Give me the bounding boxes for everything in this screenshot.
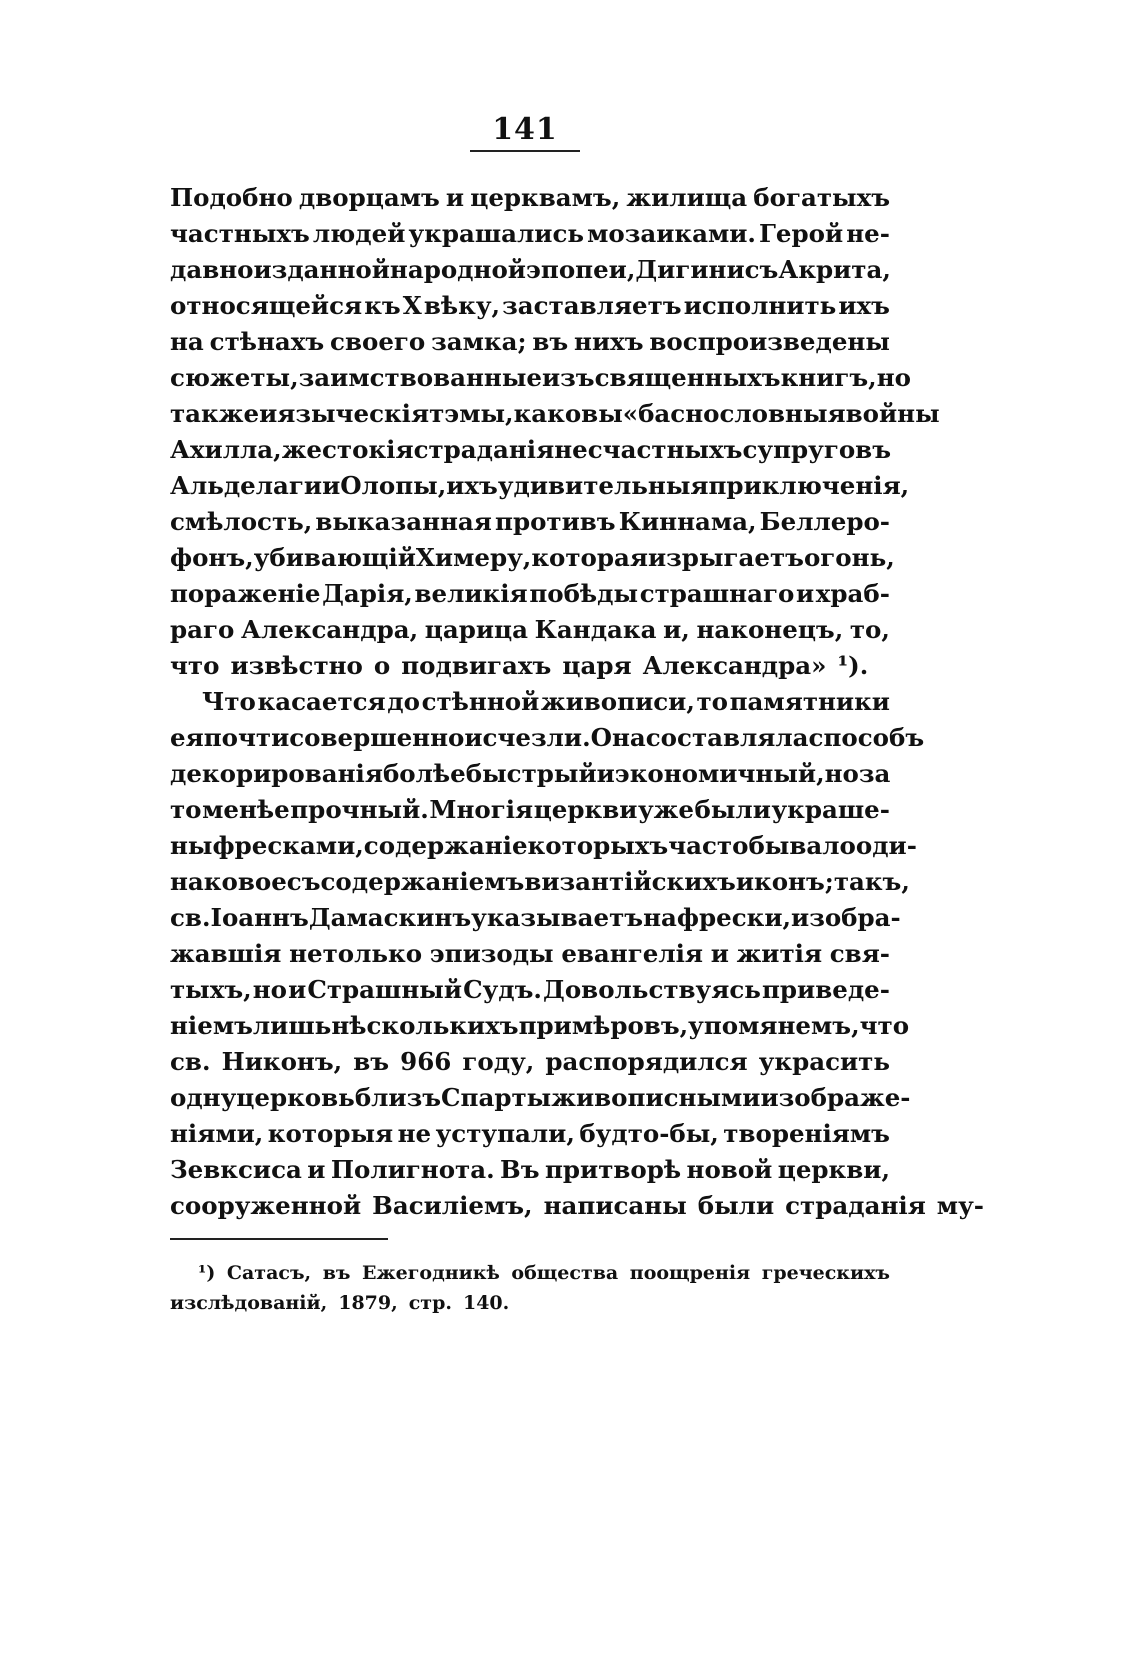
word: приведе- [761, 975, 890, 1004]
word: Василіемъ, [372, 1191, 533, 1220]
word: въ [353, 1047, 390, 1076]
text-line [170, 252, 890, 288]
word: богатыхъ [753, 183, 890, 212]
word: совершенно [289, 723, 465, 752]
word: то [170, 795, 202, 824]
word: страданія [785, 1191, 926, 1220]
word: заставляетъ [502, 291, 682, 320]
word: давно [170, 255, 254, 284]
word: Дарія, [322, 579, 413, 608]
word: Дигинисъ [635, 255, 779, 284]
text-line [170, 684, 890, 720]
word: наконецъ, [696, 615, 844, 644]
word: Полигнота. [330, 1155, 495, 1184]
word: ¹) [198, 1262, 216, 1284]
word: не [397, 1119, 432, 1148]
text-line [170, 1008, 910, 1044]
text-line [170, 1044, 890, 1080]
word: не- [846, 219, 890, 248]
text-line [170, 900, 901, 936]
word: живописными [551, 1083, 761, 1112]
word: близъ [354, 1083, 442, 1112]
word: фрески, [676, 903, 792, 932]
word: царица [424, 615, 528, 644]
word: что [859, 1011, 910, 1040]
word: и [710, 939, 729, 968]
word: 1879, [338, 1292, 398, 1314]
word: изъ [541, 363, 595, 392]
word: стѣнной [421, 687, 540, 716]
footnote [170, 1258, 890, 1318]
word: эпизоды [429, 939, 554, 968]
text-line [170, 612, 890, 648]
word: изслѣдованій, [170, 1292, 328, 1314]
word: составляла [645, 723, 809, 752]
word: указываетъ [471, 903, 644, 932]
word: изрыгаетъ [648, 543, 804, 572]
word: примѣровъ, [518, 1011, 689, 1040]
word: тыхъ, [170, 975, 252, 1004]
word: жилища [626, 183, 748, 212]
page-number: 141 [492, 112, 558, 147]
word: и [259, 399, 278, 428]
word: людей [312, 219, 406, 248]
text-line [170, 360, 911, 396]
word: были [697, 1191, 775, 1220]
word: Киннама, [618, 507, 757, 536]
word: церкви [533, 795, 638, 824]
word: которыя [267, 1119, 394, 1148]
word: воспроизведены [649, 327, 890, 356]
word: св. [170, 903, 211, 932]
word: Судъ. [463, 975, 542, 1004]
word: о [373, 651, 391, 680]
word: нѣсколькихъ [331, 1011, 519, 1040]
word: раго [170, 615, 235, 644]
word: стр. [408, 1292, 452, 1314]
word: притворѣ [544, 1155, 682, 1184]
word: убивающій [253, 543, 416, 572]
word: нихъ [574, 327, 644, 356]
word: Беллеро- [759, 507, 890, 536]
text-line [170, 648, 890, 684]
page-number-rule [470, 150, 580, 152]
word: Акрита, [778, 255, 891, 284]
word: Химеру, [415, 543, 532, 572]
word: Олопы, [340, 471, 447, 500]
word: Іоаннъ [210, 903, 309, 932]
word: украше- [771, 795, 890, 824]
word: супруговъ [742, 435, 891, 464]
word: касается [257, 687, 386, 716]
word: содержаніе [363, 831, 528, 860]
word: ніями, [170, 1119, 264, 1148]
text-line [170, 972, 890, 1008]
word: менѣе [202, 795, 290, 824]
text-line [170, 864, 910, 900]
word: тэмы, [429, 399, 514, 428]
word: относящейся [170, 291, 363, 320]
word: греческихъ [761, 1262, 890, 1284]
word: прочный. [290, 795, 429, 824]
word: Александра, [241, 615, 419, 644]
word: нетолько [289, 939, 423, 968]
word: X [402, 291, 422, 320]
word: фресками, [212, 831, 364, 860]
word: и [288, 975, 307, 1004]
word: упомянемъ, [688, 1011, 860, 1040]
word: и [307, 1155, 326, 1184]
word: Герой [759, 219, 844, 248]
word: и [445, 183, 465, 212]
word: противъ [495, 507, 616, 536]
word: страданія [413, 435, 555, 464]
word: изданной [253, 255, 390, 284]
word: то, [849, 615, 890, 644]
word: но [252, 975, 288, 1004]
text-line [170, 288, 890, 324]
text-line [170, 216, 890, 252]
footnote-rule [170, 1238, 388, 1240]
word: страшнаго [639, 579, 795, 608]
word: заимствованные [298, 363, 542, 392]
word: лишь [252, 1011, 332, 1040]
text-line [170, 1188, 984, 1224]
word: Что [202, 687, 256, 716]
word: ¹). [837, 651, 869, 680]
word: общества [511, 1262, 619, 1284]
text-line [170, 828, 917, 864]
word: уступали, [435, 1119, 575, 1148]
word: и [322, 471, 341, 500]
word: Кандака [534, 615, 657, 644]
word: сооруженной [170, 1191, 362, 1220]
word: будто-бы, [579, 1119, 719, 1148]
word: новой [686, 1155, 773, 1184]
text-line [170, 180, 890, 216]
word: которая [531, 543, 648, 572]
text-line [170, 540, 895, 576]
word: каковы [513, 399, 623, 428]
word: то [696, 687, 729, 716]
word: изображе- [760, 1083, 911, 1112]
word: оди- [855, 831, 917, 860]
word: житія [736, 939, 823, 968]
word: му- [936, 1191, 984, 1220]
word: декорированія [170, 759, 383, 788]
word: Въ [500, 1155, 540, 1184]
text-line [170, 720, 925, 756]
word: подвигахъ [401, 651, 552, 680]
text-line [170, 756, 890, 792]
word: Никонъ, [221, 1047, 343, 1076]
word: ны [170, 831, 213, 860]
word: что [170, 651, 220, 680]
word: на [643, 903, 677, 932]
word: и [596, 759, 615, 788]
word: византійскихъ [524, 867, 736, 896]
word: пораженіе [170, 579, 321, 608]
word: ніемъ [170, 1011, 253, 1040]
word: церкви, [777, 1155, 890, 1184]
word: но [824, 759, 859, 788]
word: ихъ [446, 471, 498, 500]
word: были [694, 795, 771, 824]
word: 966 [400, 1047, 452, 1076]
word: распорядился [545, 1047, 748, 1076]
word: своего [330, 327, 426, 356]
word: удивительныя [497, 471, 709, 500]
word: сюжеты, [170, 363, 299, 392]
paragraph [170, 180, 940, 684]
word: смѣлость, [170, 507, 313, 536]
word: частныхъ [170, 219, 310, 248]
word: св. [170, 1047, 211, 1076]
word: книгъ, [780, 363, 877, 392]
word: такъ, [833, 867, 910, 896]
word: великія [414, 579, 528, 608]
text-line [170, 324, 890, 360]
body-text [170, 180, 984, 1224]
word: къ [364, 291, 401, 320]
word: войны [845, 399, 940, 428]
word: одну [170, 1083, 237, 1112]
word: дворцамъ [298, 183, 440, 212]
word: Подобно [170, 183, 293, 212]
word: украсить [758, 1047, 890, 1076]
text-line [170, 1258, 890, 1288]
text-line [170, 504, 890, 540]
word: царя [562, 651, 632, 680]
word: жестокія [281, 435, 414, 464]
text-line [170, 468, 910, 504]
word: евангелія [561, 939, 704, 968]
word: изобра- [791, 903, 901, 932]
word: священныхъ [594, 363, 781, 392]
text-line [170, 576, 890, 612]
word: Ахилла, [170, 435, 282, 464]
text-line [170, 936, 890, 972]
word: исчезли. [464, 723, 591, 752]
word: народной [389, 255, 526, 284]
text-line [170, 1116, 890, 1152]
word: и, [663, 615, 690, 644]
word: быстрый [465, 759, 597, 788]
word: съ [286, 867, 321, 896]
word: Многія [429, 795, 534, 824]
word: Довольствуясь [543, 975, 761, 1004]
word: которыхъ [527, 831, 669, 860]
word: языческія [277, 399, 430, 428]
word: «баснословныя [622, 399, 846, 428]
word: 140. [462, 1292, 510, 1314]
word: бывало [748, 831, 856, 860]
word: ихъ [838, 291, 890, 320]
word: экономичный, [614, 759, 825, 788]
word: Она [590, 723, 646, 752]
word: и [795, 579, 815, 608]
word: твореніямъ [723, 1119, 890, 1148]
word: Сатасъ, [226, 1262, 312, 1284]
word: храб- [815, 579, 890, 608]
word: исполнить [683, 291, 837, 320]
word: Александра» [642, 651, 827, 680]
word: приключенія, [708, 471, 910, 500]
word: церковь [236, 1083, 355, 1112]
paragraph [170, 684, 984, 1224]
word: Альделаги [170, 471, 323, 500]
word: эпопеи, [525, 255, 636, 284]
text-line [170, 1288, 890, 1318]
word: вѣку, [423, 291, 501, 320]
word: Зевксиса [170, 1155, 302, 1184]
word: способъ [808, 723, 925, 752]
word: содержаніемъ [320, 867, 525, 896]
word: иконъ; [735, 867, 834, 896]
word: ея [170, 723, 204, 752]
word: памятники [729, 687, 890, 716]
word: фонъ, [170, 543, 254, 572]
word: мозаиками. [587, 219, 756, 248]
word: свя- [829, 939, 890, 968]
word: наковое [170, 867, 287, 896]
word: поощренія [629, 1262, 751, 1284]
word: замка; [431, 327, 527, 356]
text-line [170, 396, 940, 432]
word: огонь, [803, 543, 895, 572]
word: Спарты [441, 1083, 552, 1112]
word: извѣстно [230, 651, 363, 680]
word: за [858, 759, 891, 788]
word: почти [203, 723, 290, 752]
word: въ [322, 1262, 351, 1284]
word: также [170, 399, 260, 428]
word: до [387, 687, 420, 716]
word: стѣнахъ [209, 327, 325, 356]
word: Дамаскинъ [308, 903, 472, 932]
word: уже [637, 795, 694, 824]
word: болѣе [382, 759, 466, 788]
word: живописи, [540, 687, 695, 716]
word: но [876, 363, 911, 392]
text-line [170, 1080, 911, 1116]
word: несчастныхъ [554, 435, 743, 464]
word: жавшія [170, 939, 282, 968]
word: году, [462, 1047, 535, 1076]
word: побѣды [529, 579, 639, 608]
word: Страшный [307, 975, 463, 1004]
word: украшались [408, 219, 585, 248]
word: часто [668, 831, 749, 860]
text-line [170, 1152, 890, 1188]
text-line [170, 792, 890, 828]
text-line [170, 432, 890, 468]
word: на [170, 327, 204, 356]
word: въ [532, 327, 569, 356]
word: написаны [543, 1191, 687, 1220]
word: Ежегодникѣ [362, 1262, 500, 1284]
word: выказанная [315, 507, 492, 536]
word: церквамъ, [470, 183, 621, 212]
